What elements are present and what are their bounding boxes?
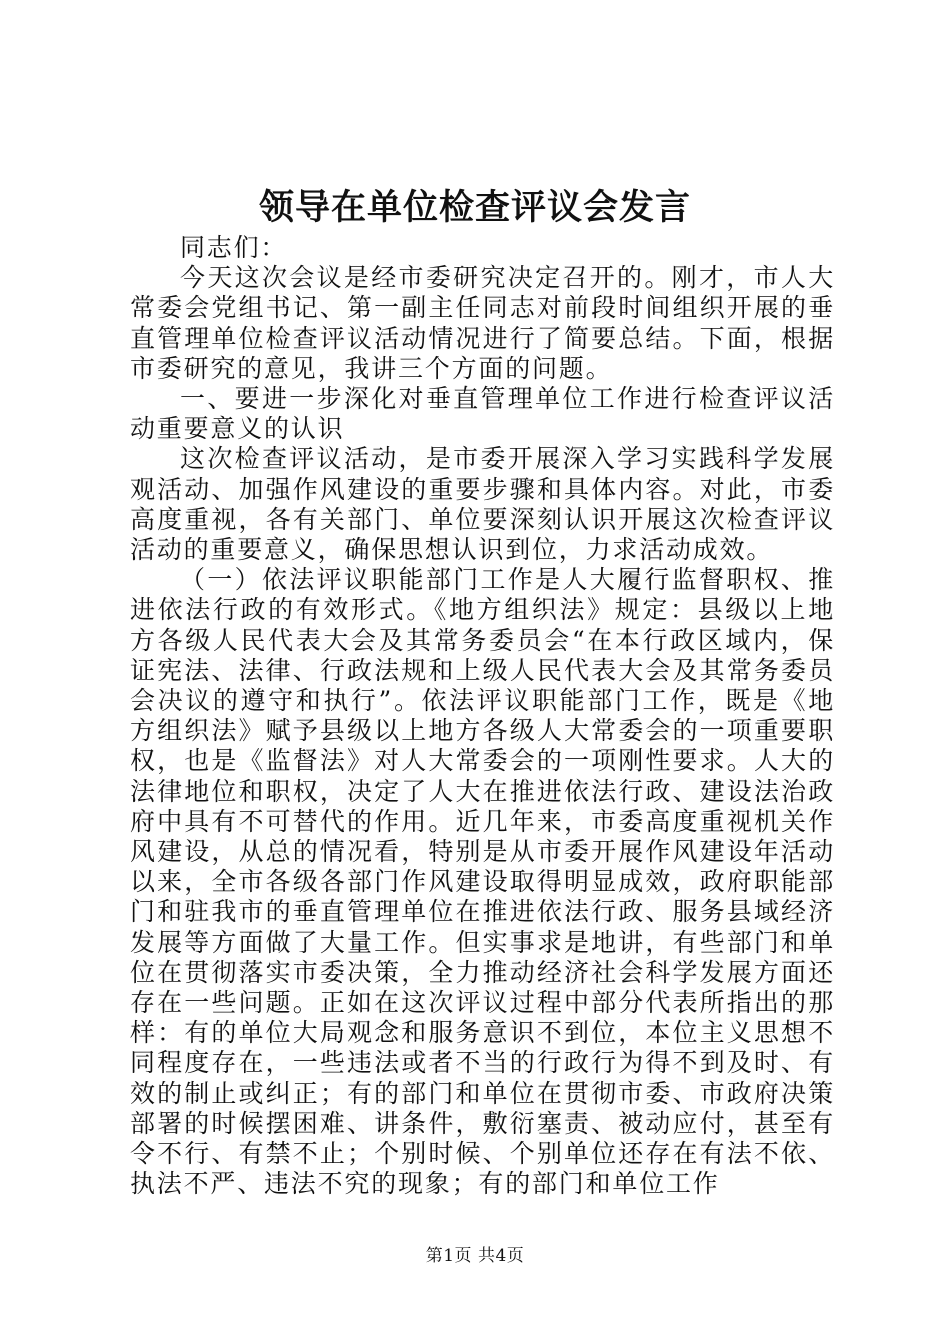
section-heading: 一、要进一步深化对垂直管理单位工作进行检查评议活动重要意义的认识: [130, 384, 835, 444]
page-footer: 第1页 共4页: [425, 1246, 525, 1266]
document-body: [130, 233, 835, 1200]
body-paragraph: （一）依法评议职能部门工作是人大履行监督职权、推进依法行政的有效形式。《地方组织法》规定：县级以上地方各级人民代表大会及其常务委员会“在本行政区域内，保证宪法、法律、行政法规和上级人民代表大会及其常务委员会决议的遵守和执行”。依法评议职能部门工作，既是《地方组织法》赋予县级以上地方各级人大常委会的一项重要职权，也是《监督法》对人大常委会的一项刚性要求。人大的法律地位和职权，决定了人大在推进依法行政、建设法治政府中具有不可替代的作用。近几年来，市委高度重视机关作风建设，从总的情况看，特别是从市委开展作风建设年活动以来，全市各级各部门作风建设取得明显成效，政府职能部门和驻我市的垂直管理单位在推进依法行政、服务县域经济发展等方面做了大量工作。但实事求是地讲，有些部门和单位在贯彻落实市委决策，全力推动经济社会科学发展方面还存在一些问题。正如在这次评议过程中部分代表所指出的那样：有的单位大局观念和服务意识不到位，本位主义思想不同程度存在，一些违法或者不当的行政行为得不到及时、有效的制止或纠正；有的部门和单位在贯彻市委、市政府决策部署的时候摆困难、讲条件，敷衍塞责、被动应付，甚至有令不行、有禁不止；个别时候、个别单位还存在有法不依、执法不严、违法不究的现象；有的部门和单位工作: [130, 565, 835, 1199]
intro-paragraph: 今天这次会议是经市委研究决定召开的。刚才，市人大常委会党组书记、第一副主任同志对前段时间组织开展的垂直管理单位检查评议活动情况进行了简要总结。下面，根据市委研究的意见，我讲三个方面的问题。: [130, 263, 835, 383]
salutation-paragraph: 同志们：: [180, 233, 288, 262]
body-paragraph: 这次检查评议活动，是市委开展深入学习实践科学发展观活动、加强作风建设的重要步骤和具体内容。对此，市委高度重视，各有关部门、单位要深刻认识开展这次检查评议活动的重要意义，确保思想认识到位，力求活动成效。: [130, 444, 835, 565]
document-title: 领导在单位检查评议会发言: [258, 187, 691, 228]
